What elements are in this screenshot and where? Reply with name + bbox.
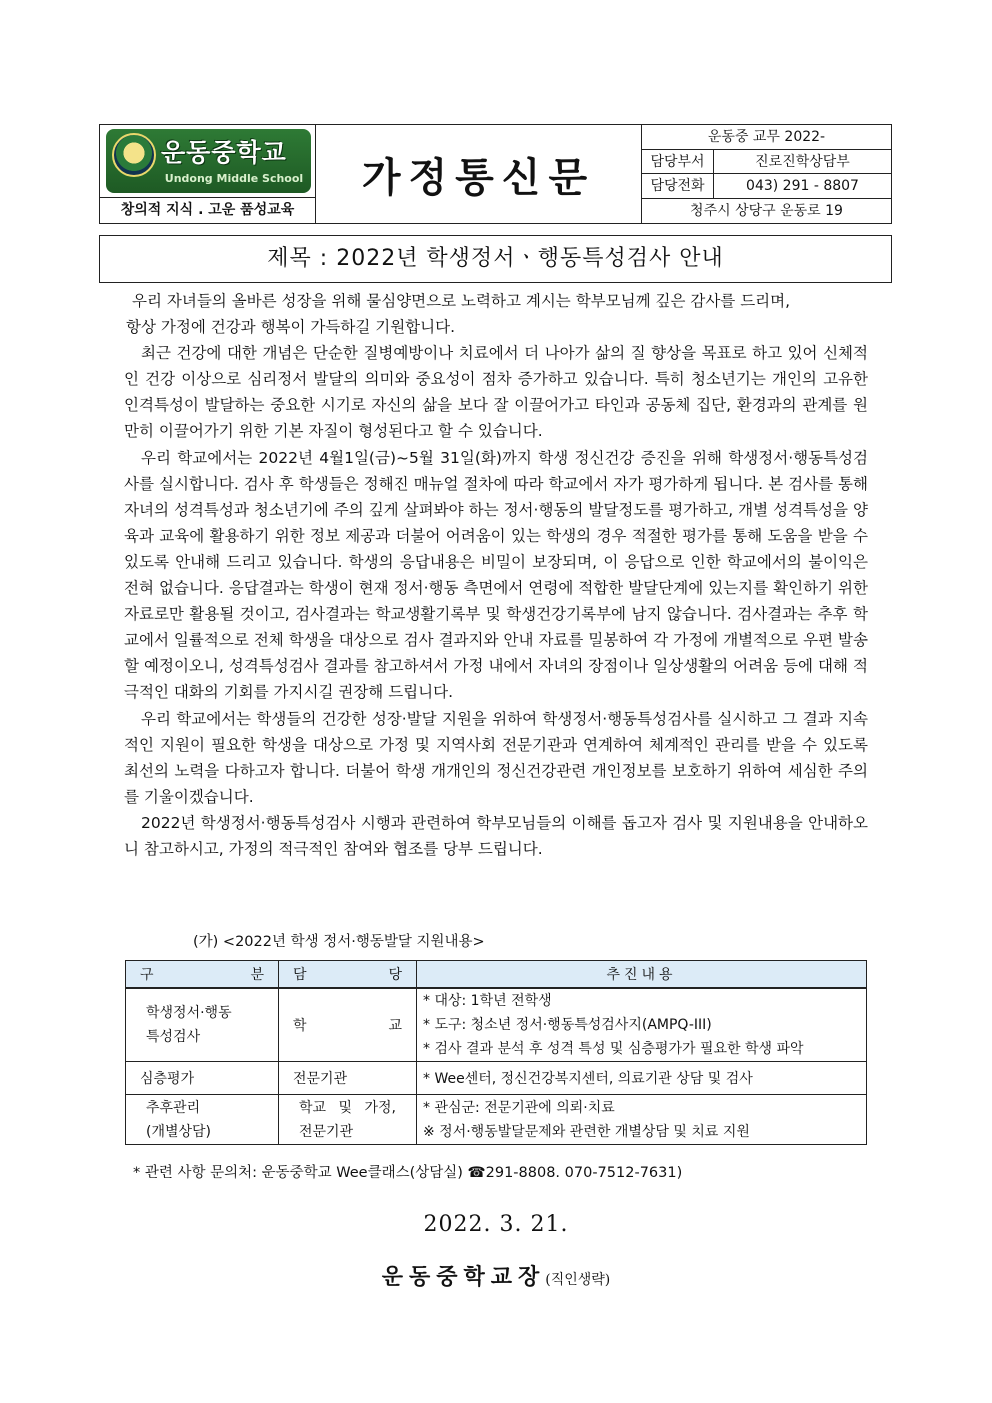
phone-value: 043) 291 - 8807 xyxy=(746,178,859,194)
content-line: * 관심군: 전문기관에 의뢰·치료 xyxy=(423,1099,615,1116)
document-title: 가정통신문 xyxy=(316,125,642,223)
paragraph-greeting: 우리 자녀들의 올바른 성장을 위해 물심양면으로 노력하고 계시는 학부모님께 깊은 감사를 드리며, xyxy=(132,292,791,310)
category-line: 특성검사 xyxy=(146,1028,201,1045)
school-emblem-icon xyxy=(112,133,156,177)
contact-info: * 관련 사항 문의처: 운동중학교 Wee클래스(상담실) ☎291-8808. 070-7512-7631) xyxy=(133,1165,683,1181)
owner-line: 전문기관 xyxy=(299,1123,354,1140)
paragraph-greeting-cont: 항상 가정에 건강과 행복이 가득하길 기원합니다. xyxy=(126,318,456,337)
paragraph-closing: 2022년 학생정서·행동특성검사 시행과 관련하여 학부모님들의 이해를 돕고자 검사 및 지원내용을 안내하오니 참고하시고, 가정의 적극적인 참여와 협조를 당부 드립니다. xyxy=(124,813,868,858)
content-line: * 도구: 청소년 정서·행동특성검사지(AMPQ-III) xyxy=(423,1016,712,1033)
row-owner: 전문기관 xyxy=(279,1062,417,1095)
table-row xyxy=(126,988,867,1062)
department-value: 진로진학상담부 xyxy=(755,153,850,170)
section-heading: (가) <2022년 학생 정서·행동발달 지원내용> xyxy=(193,934,485,950)
table-row xyxy=(126,1095,867,1145)
phone-label: 담당전화 xyxy=(642,174,714,198)
content-line: ※ 정서·행동발달문제와 관련한 개별상담 및 치료 지원 xyxy=(423,1123,750,1140)
school-motto: 창의적 지식 . 고운 품성교육 xyxy=(100,198,316,223)
paragraph-support: 우리 학교에서는 학생들의 건강한 성장·발달 지원을 위하여 학생정서·행동특성검사를 실시하고 그 결과 지속적인 지원이 필요한 학생을 대상으로 가정 및 지역사회 전문기관과 연계하여 체계적인 관리를 받을 수 있도록 최선의 노력을 다하고자 합니다. 더불어 학생 개개인의 정신건강관련 개인정보를 보호하기 위하여 세심한 주의를 기울이겠습니다. xyxy=(124,709,868,806)
row-category xyxy=(126,1095,279,1145)
category-line: 학생정서·행동 xyxy=(146,1004,232,1021)
paragraph-test-info: 우리 학교에서는 2022년 4월1일(금)~5월 31일(화)까지 학생 정신건강 증진을 위해 학생정서·행동특성검사를 실시합니다. 검사 후 학생들은 정해진 매뉴얼 절차에 따라 학교에서 자가 평가하게 됩니다. 본 검사를 통해 자녀의 성격특성과 청소년기에 주의 깊게 살펴봐야 하는 정서·행동의 발달정도를 평가하고, 개별 성격특성을 양육과 교육에 활용하기 위한 정보 제공과 더불어 어려움이 있는 학생의 경우 적절한 평가를 통해 도움을 받을 수 있도록 안내해 드리고 있습니다. 학생의 응답내용은 비밀이 보장되며, 이 응답으로 인한 학교에서의 불이익은 전혀 없습니다. 응답결과는 학생이 현재 정서·행동 측면에서 연령에 적합한 발달단계에 있는지를 확인하기 위한 자료로만 활용될 것이고, 검사결과는 학교생활기록부 및 학생건강기록부에 남지 않습니다. 검사결과는 추후 학교에서 일률적으로 전체 학생을 대상으로 검사 결과지와 안내 자료를 밀봉하여 각 가정에 개별적으로 우편 발송할 예정이오니, 성격특성검사 결과를 참고하셔서 가정 내에서 자녀의 장점이나 일상생활의 어려움 등에 대해 적극적인 대화의 기회를 가지시길 권장해 드립니다. xyxy=(124,448,868,702)
issue-date: 2022. 3. 21. xyxy=(423,1212,569,1237)
signature-name: 운동중학교장 xyxy=(381,1264,546,1290)
row-content xyxy=(417,988,867,1062)
letterhead xyxy=(99,124,892,224)
school-logo-cell xyxy=(100,125,316,198)
paragraph-background: 최근 건강에 대한 개념은 단순한 질병예방이나 치료에서 더 나아가 삶의 질 향상을 목표로 하고 있어 신체적인 건강 이상으로 심리정서 발달의 의미와 중요성이 점차 증가하고 있습니다. 특히 청소년기는 개인의 고유한 인격특성이 발달하는 중요한 시기로 자신의 삶을 보다 잘 이끌어가고 타인과 공동체 집단, 환경과의 관계를 원만히 이끌어가기 위한 기본 자질이 형성된다고 할 수 있습니다. xyxy=(124,344,868,441)
doc-number: 운동중 교무 2022- xyxy=(642,125,891,150)
content-line: * 검사 결과 분석 후 성격 특성 및 심층평가가 필요한 학생 파악 xyxy=(423,1040,804,1057)
principal-signature xyxy=(0,1260,992,1291)
logo-school-english: Undong Middle School xyxy=(164,172,304,185)
support-table xyxy=(125,960,867,1145)
category-line: 추후관리 xyxy=(146,1099,201,1116)
row-owner xyxy=(279,1095,417,1145)
row-category xyxy=(126,988,279,1062)
department-label: 담당부서 xyxy=(642,150,714,174)
row-content xyxy=(417,1095,867,1145)
logo-school-name: 운동중학교 xyxy=(161,138,287,167)
letter-body xyxy=(124,288,868,862)
department-row xyxy=(642,150,891,175)
table-header-owner: 담 당 xyxy=(279,961,417,988)
content-line: * 대상: 1학년 전학생 xyxy=(423,992,552,1009)
table-row xyxy=(126,1062,867,1095)
table-header-row xyxy=(126,961,867,988)
row-content: * Wee센터, 정신건강복지센터, 의료기관 상담 및 검사 xyxy=(417,1062,867,1095)
school-address: 청주시 상당구 운동로 19 xyxy=(690,202,843,219)
phone-row xyxy=(642,174,891,199)
owner-line: 학교 및 가정, xyxy=(299,1099,396,1116)
school-logo xyxy=(106,129,311,193)
table-header-category: 구 분 xyxy=(126,961,279,988)
subject-line: 제목 : 2022년 학생정서ㆍ행동특성검사 안내 xyxy=(99,235,892,283)
row-owner: 학 교 xyxy=(279,988,417,1062)
category-line: (개별상담) xyxy=(146,1123,212,1140)
table-header-content: 추진내용 xyxy=(417,961,867,988)
signature-note: (직인생략) xyxy=(545,1272,611,1288)
row-category: 심층평가 xyxy=(126,1062,279,1095)
